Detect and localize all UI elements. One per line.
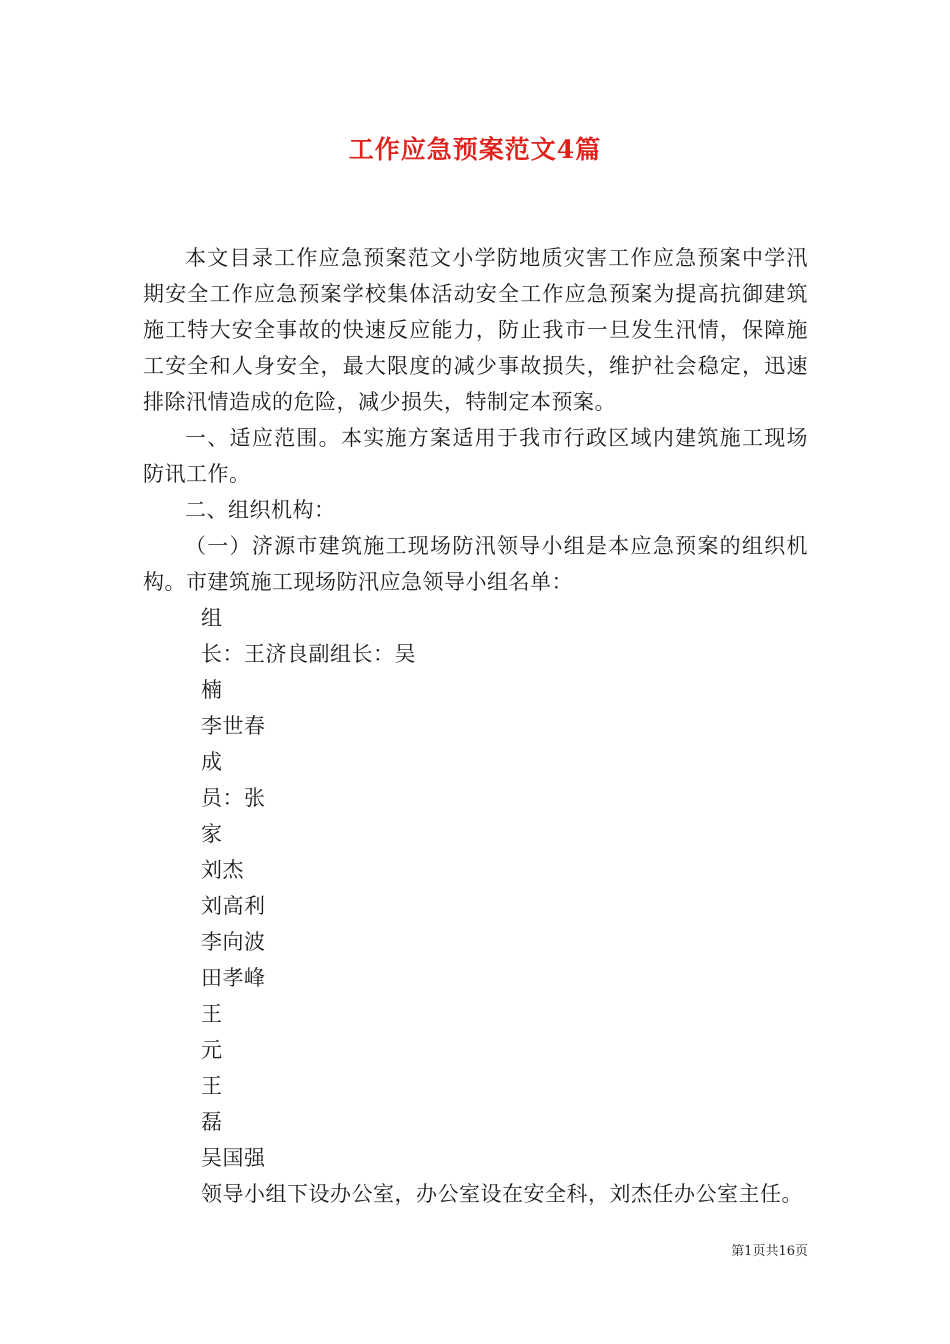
document-body — [143, 240, 808, 1212]
member-line: 王 — [201, 1002, 223, 1026]
intro-paragraph: 本文目录工作应急预案范文小学防地质灾害工作应急预案中学汛期安全工作应急预案学校集体活动安全工作应急预案为提高抗御建筑施工特大安全事故的快速反应能力，防止我市一旦发生汛情，保障施工安全和人身安全，最大限度的减少事故损失，维护社会稳定，迅速排除汛情造成的危险，减少损失，特制定本预案。 — [143, 246, 808, 414]
member-line: 组 — [201, 606, 223, 630]
page-title: 工作应急预案范文4篇 — [348, 135, 602, 164]
member-line: 刘杰 — [201, 858, 244, 882]
member-line: 刘高利 — [201, 894, 266, 918]
member-line: 田孝峰 — [201, 966, 266, 990]
member-line: 楠 — [201, 678, 223, 702]
page-footer: 第1页共16页 — [731, 1244, 808, 1259]
leadership-group-paragraph: （一）济源市建筑施工现场防汛领导小组是本应急预案的组织机构。市建筑施工现场防汛应急领导小组名单： — [143, 534, 808, 594]
member-line: 李世春 — [201, 714, 266, 738]
member-line: 员：张 — [201, 786, 266, 810]
office-line: 领导小组下设办公室，办公室设在安全科，刘杰任办公室主任。 — [201, 1182, 803, 1206]
member-line: 长：王济良副组长：吴 — [201, 642, 416, 666]
member-line: 元 — [201, 1038, 223, 1062]
member-line: 成 — [201, 750, 223, 774]
member-line: 磊 — [201, 1110, 223, 1134]
member-line: 李向波 — [201, 930, 266, 954]
organization-heading: 二、组织机构： — [185, 498, 336, 522]
member-line: 家 — [201, 822, 223, 846]
member-line: 王 — [201, 1074, 223, 1098]
member-line: 吴国强 — [201, 1146, 266, 1170]
scope-paragraph: 一、适应范围。本实施方案适用于我市行政区域内建筑施工现场防讯工作。 — [143, 426, 808, 486]
